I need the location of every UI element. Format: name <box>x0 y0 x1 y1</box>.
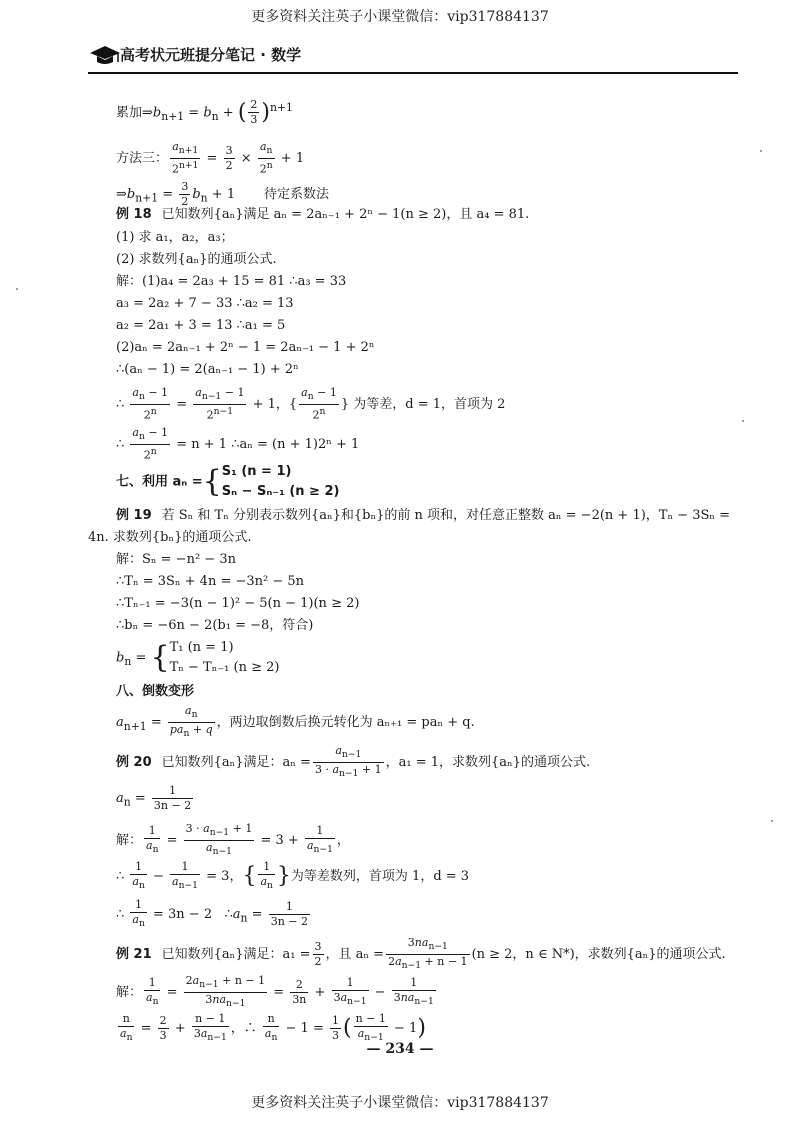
example-18-step1: 解：(1)a₄ = 2a₃ + 15 = 81 ∴a₃ = 33 <box>116 274 347 289</box>
line-bn-relation: $\Rightarrow b_{n+1}$ = $\frac{3}{2}$ $b_n + 1$ 待定系数法 <box>116 180 330 208</box>
graduation-cap-icon <box>88 42 122 68</box>
example-19-step1: 解：Sₙ = −n² − 3n <box>116 552 236 567</box>
page-header <box>88 36 738 76</box>
line-method3: 方法三： $\frac{a_{n+1}}{2^{n+1}}$ = $\frac{3}{2}$ × $\frac{a_n}{2^n}$ + 1 <box>116 140 305 176</box>
example-18-step3: a₂ = 2a₁ + 3 = 13 ∴a₁ = 5 <box>116 318 286 333</box>
example-18-step2: a₃ = 2a₂ + 7 − 33 ∴a₂ = 13 <box>116 296 294 311</box>
example-20-question: 例 20 已知数列{aₙ}满足：aₙ = $\frac{a_{n-1}}{3 \cdot a_{n-1} + 1}$ ，a₁ = 1，求数列{aₙ}的通项公式. <box>116 744 591 780</box>
example-19-question: 例 19 若 Sₙ 和 Tₙ 分别表示数列{aₙ}和{bₙ}的前 n 项和，对任意正整数 aₙ = −2(n + 1)，Tₙ − 3Sₙ = <box>116 508 731 523</box>
watermark-bottom: 更多资料关注英子小课堂微信：vip317884137 <box>251 1095 549 1111</box>
line-leijia: 累加$\Rightarrow b_{n+1} = b_n$ + ( $\frac{2}{3}$ )$^{n+1}$ <box>116 98 293 127</box>
example-19-step2: ∴Tₙ = 3Sₙ + 4n = −3n² − 5n <box>116 574 305 589</box>
example-18-part1: (1) 求 a₁，a₂，a₃； <box>116 230 234 245</box>
example-21-question: 例 21 已知数列{aₙ}满足：a₁ = $\frac{3}{2}$ ，且 aₙ = $3na_{n-1}$ $2a_{n-1} + n - 1$ (n ≥ 2，n ∈ N*)，求数列{aₙ}的通项公式. <box>116 936 726 972</box>
example-19-step3: ∴Tₙ₋₁ = −3(n − 1)² − 5(n − 1)(n ≥ 2) <box>116 596 360 611</box>
section-8-formula: $a_{n+1}$ = $a_n$ $pa_n + q$ ，两边取倒数后换元转化为 aₙ₊₁ = paₙ + q. <box>116 704 475 740</box>
watermark-top: 更多资料关注英子小课堂微信：vip317884137 <box>251 9 549 25</box>
scan-speck <box>742 420 744 422</box>
book-title: 高考状元班提分笔记 · 数学 <box>120 46 302 64</box>
example-19-bn-cases: $b_n$ = { T₁ (n = 1) Tₙ − Tₙ₋₁ (n ≥ 2) <box>116 640 280 675</box>
scan-speck <box>771 820 773 822</box>
example-18-part2: (2) 求数列{aₙ}的通项公式. <box>116 252 277 267</box>
example-18-question: 例 18 已知数列{aₙ}满足 aₙ = 2aₙ₋₁ + 2ⁿ − 1(n ≥ 2)，且 a₄ = 81. <box>116 207 530 222</box>
example-19-step4: ∴bₙ = −6n − 2(b₁ = −8，符合) <box>116 618 314 633</box>
example-20-step2: ∴ $\frac{1}{a_n}$ − $\frac{1}{a_{n-1}}$ = 3，{ $\frac{1}{a_n}$ }为等差数列，首项为 1，d = 3 <box>116 860 470 892</box>
section-7-title: 七、利用 aₙ ={ S₁ (n = 1) Sₙ − Sₙ₋₁ (n ≥ 2) <box>116 464 340 499</box>
example-18-step4: (2)aₙ = 2aₙ₋₁ + 2ⁿ − 1 = 2aₙ₋₁ − 1 + 2ⁿ <box>116 340 375 355</box>
example-18-step7: ∴ $\frac{a_n - 1}{2^n}$ = n + 1 ∴aₙ = (n + 1)2ⁿ + 1 <box>116 426 360 462</box>
scan-speck <box>16 288 18 290</box>
section-8-title: 八、倒数变形 <box>116 684 195 699</box>
example-20-step1: 解： $\frac{1}{a_n}$ = $\frac{3 \cdot a_{n-1} + 1}{a_{n-1}}$ = 3 + $\frac{1}{a_{n-1}}$ ， <box>116 822 350 858</box>
scan-speck <box>760 150 762 152</box>
example-20-answer: $a_n$ = $\frac{1}{3n - 2}$ <box>116 784 192 812</box>
example-18-step6: ∴ $\frac{a_n - 1}{2^n}$ = $\frac{a_{n-1} - 1}{2^{n-1}}$ + 1，{ $\frac{a_n - 1}{2^n}$ } 为等差，d = 1，首项为 2 <box>116 386 506 422</box>
example-19-question-cont: 4n. 求数列{bₙ}的通项公式. <box>88 530 252 545</box>
page-number: — 234 — <box>366 1041 434 1057</box>
example-21-step1: 解： $\frac{1}{a_n}$ = $2a_{n-1} + n - 1$ $3na_{n-1}$ = $\frac{2}{3n}$ + $\frac{1}{3a_{n-1}}$ − 1 $3na_{n-1}$ <box>116 974 434 1010</box>
example-20-step3: ∴ $\frac{1}{a_n}$ = 3n − 2 $\therefore a_n$ = $\frac{1}{3n - 2}$ <box>116 898 308 930</box>
example-18-step5: ∴(aₙ − 1) = 2(aₙ₋₁ − 1) + 2ⁿ <box>116 362 299 377</box>
header-rule <box>88 72 738 74</box>
example-21-step2: $\frac{n}{a_n}$ = $\frac{2}{3}$ + $\frac{n - 1}{3a_{n-1}}$ ，∴ $\frac{n}{a_n}$ − 1 = $\frac{1}{3}$ ( $\frac{n - 1}{a_{n-1}}$ − 1) <box>120 1012 426 1044</box>
